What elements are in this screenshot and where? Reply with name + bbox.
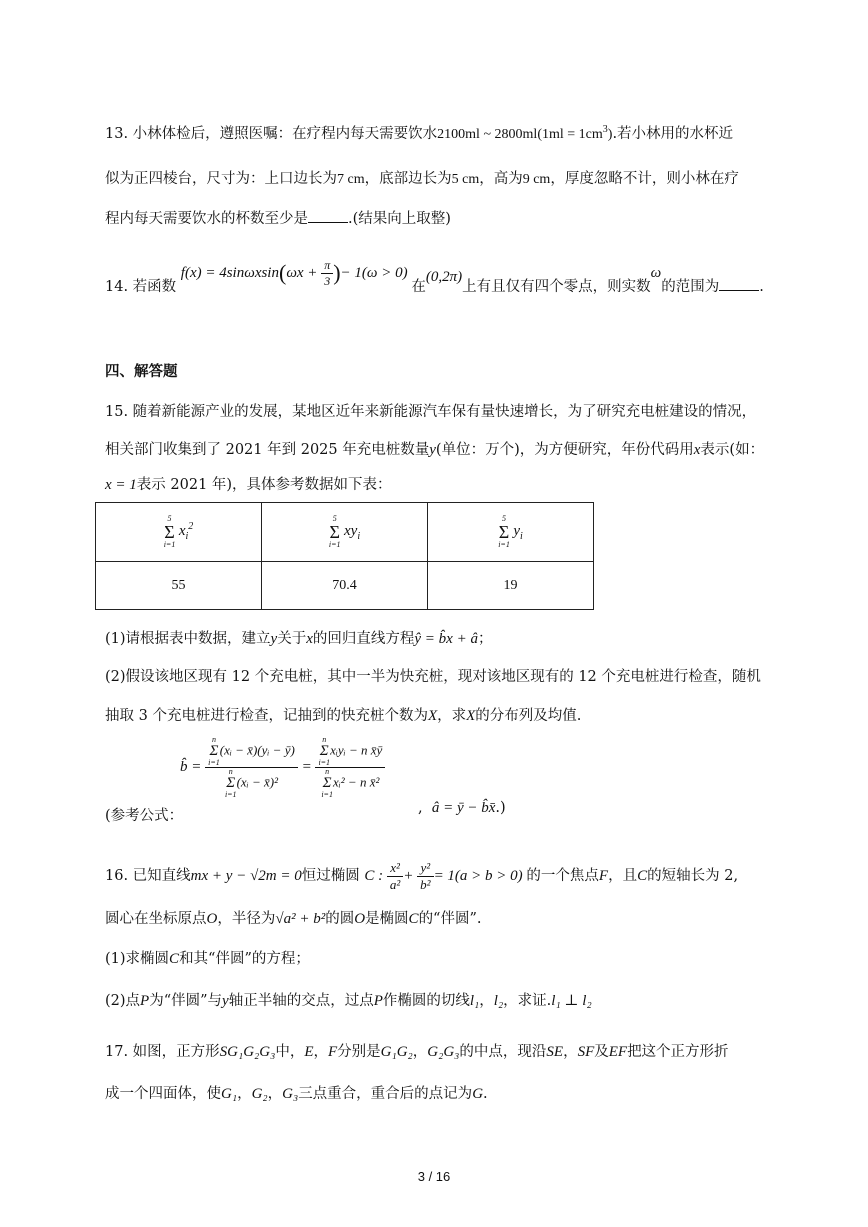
q13-line-3: 程内每天需要饮水的杯数至少是 .(结果向上取整) [105, 211, 451, 227]
radius-expression: √a² + b² [275, 911, 326, 927]
q17-line-2: 成一个四面体，使G₁，G₂，G₃三点重合，重合后的点记为G. [105, 1086, 488, 1102]
q15-line-3: x = 1表示 2021 年)，具体参考数据如下表： [105, 477, 392, 493]
q14-interval: (0,2π) [425, 268, 463, 285]
table-cell: 70.4 [262, 562, 428, 610]
q13-top-edge: 7 cm [337, 172, 365, 187]
q15-part-2-line-2: 抽取 3 个充电桩进行检查，记抽到的快充桩个数为X，求X的分布列及均值. [105, 708, 582, 724]
q17-line-1: 17. 如图，正方形SG₁G₂G₃中，E，F分别是G₁G₂，G₂G₃的中点，现沿SE，SF及EF把这个正方形折 [105, 1044, 729, 1060]
q16-line-1: 16. 已知直线mx + y − √2m = 0恒过椭圆 C : $\frac{\text{x²}}{\text{a²}}$ + $\frac{\text{y²}}{\text{b²}}$ = 1(a > b > 0) 的一个焦点F，且C的短轴长为 2, [105, 860, 739, 892]
table-header: 5 Σ i=1 $x_i^2$ [96, 503, 262, 562]
q13-line-2: 似为正四棱台，尺寸为：上口边长为7 cm，底部边长为5 cm，高为9 cm，厚度忽略不计，则小林在疗 [105, 171, 739, 187]
q13-unit-note: (1ml = 1cm [537, 127, 603, 142]
section-heading: 四、解答题 [105, 363, 178, 380]
table-cell: 55 [96, 562, 262, 610]
reference-formula: b̂ = n Σ i=1 (xᵢ − x̄)(yᵢ − ȳ) n Σ i=1 (xᵢ − x̄)² = n Σ i=1 xᵢyᵢ − n x̄ȳ n Σ i=1 xᵢ² − n x̄² [180, 736, 385, 799]
q15-line-2: 相关部门收集到了 2021 年到 2025 年充电桩数量y(单位：万个)，为方便研究，年份代码用x表示(如： [105, 442, 765, 458]
q15-part-1: (1)请根据表中数据，建立y关于x的回归直线方程ŷ = b̂x + â； [105, 631, 493, 647]
page-number: 3 / 16 [417, 1169, 451, 1184]
table-header: 5 Σ i=1 $y_i$ [428, 503, 594, 562]
answer-blank [308, 210, 348, 223]
q14-line: 14. 若函数 f(x) = 4sinωxsin(ωx + $\frac{\pi}{3}$ )− 1(ω > 0) 在(0,2π)上有且仅有四个零点，则实数ω的范围为 . [105, 258, 764, 295]
table-cell: 19 [428, 562, 594, 610]
q16-part-1: (1)求椭圆C和其“伴圆”的方程； [105, 951, 310, 967]
q13-height: 9 cm [522, 172, 551, 187]
q15-line-1: 15. 随着新能源产业的发展，某地区近年来新能源汽车保有量快速增长，为了研究充电桩建设的情况， [105, 404, 757, 420]
ellipse-equation: C : $\frac{\text{x²}}{\text{a²}}$ + $\frac{\text{y²}}{\text{b²}}$ = 1(a > b > 0) [364, 860, 523, 892]
answer-blank [719, 278, 759, 291]
line-equation: mx + y − √2m = 0 [190, 867, 302, 884]
q15-part-2-line-1: (2)假设该地区现有 12 个充电桩，其中一半为快充桩，现对该地区现有的 12 个充电桩进行检查，随机 [105, 669, 761, 685]
regression-equation: ŷ = b̂x + â [414, 631, 478, 647]
q13-line-1: 13. 小林体检后，遵照医嘱：在疗程内每天需要饮水2100ml ~ $2800ml(1ml = 1cm^3)$.若小林用的水杯近 [105, 124, 734, 142]
q16-part-2: (2)点P为“伴圆”与y轴正半轴的交点，过点P作椭圆的切线l₁，l₂，求证.l₁ ⊥ l₂ [105, 993, 592, 1009]
table-header: 5 Σ i=1 $xy_i$ [262, 503, 428, 562]
q13-volume-range: 2100ml ~ 2800ml [437, 127, 538, 142]
q14-function: f(x) = 4sinωxsin(ωx + $\frac{\pi}{3}$ )− 1(ω > 0) [180, 258, 408, 288]
reference-label: (参考公式： [105, 808, 184, 824]
q16-line-2: 圆心在坐标原点O，半径为√a² + b²的圆O是椭圆C的“伴圆”. [105, 911, 482, 927]
data-table [95, 502, 594, 610]
ahat-formula: , â = ȳ − b̂x̄.) [418, 800, 506, 816]
q13-bottom-edge: 5 cm [451, 172, 480, 187]
